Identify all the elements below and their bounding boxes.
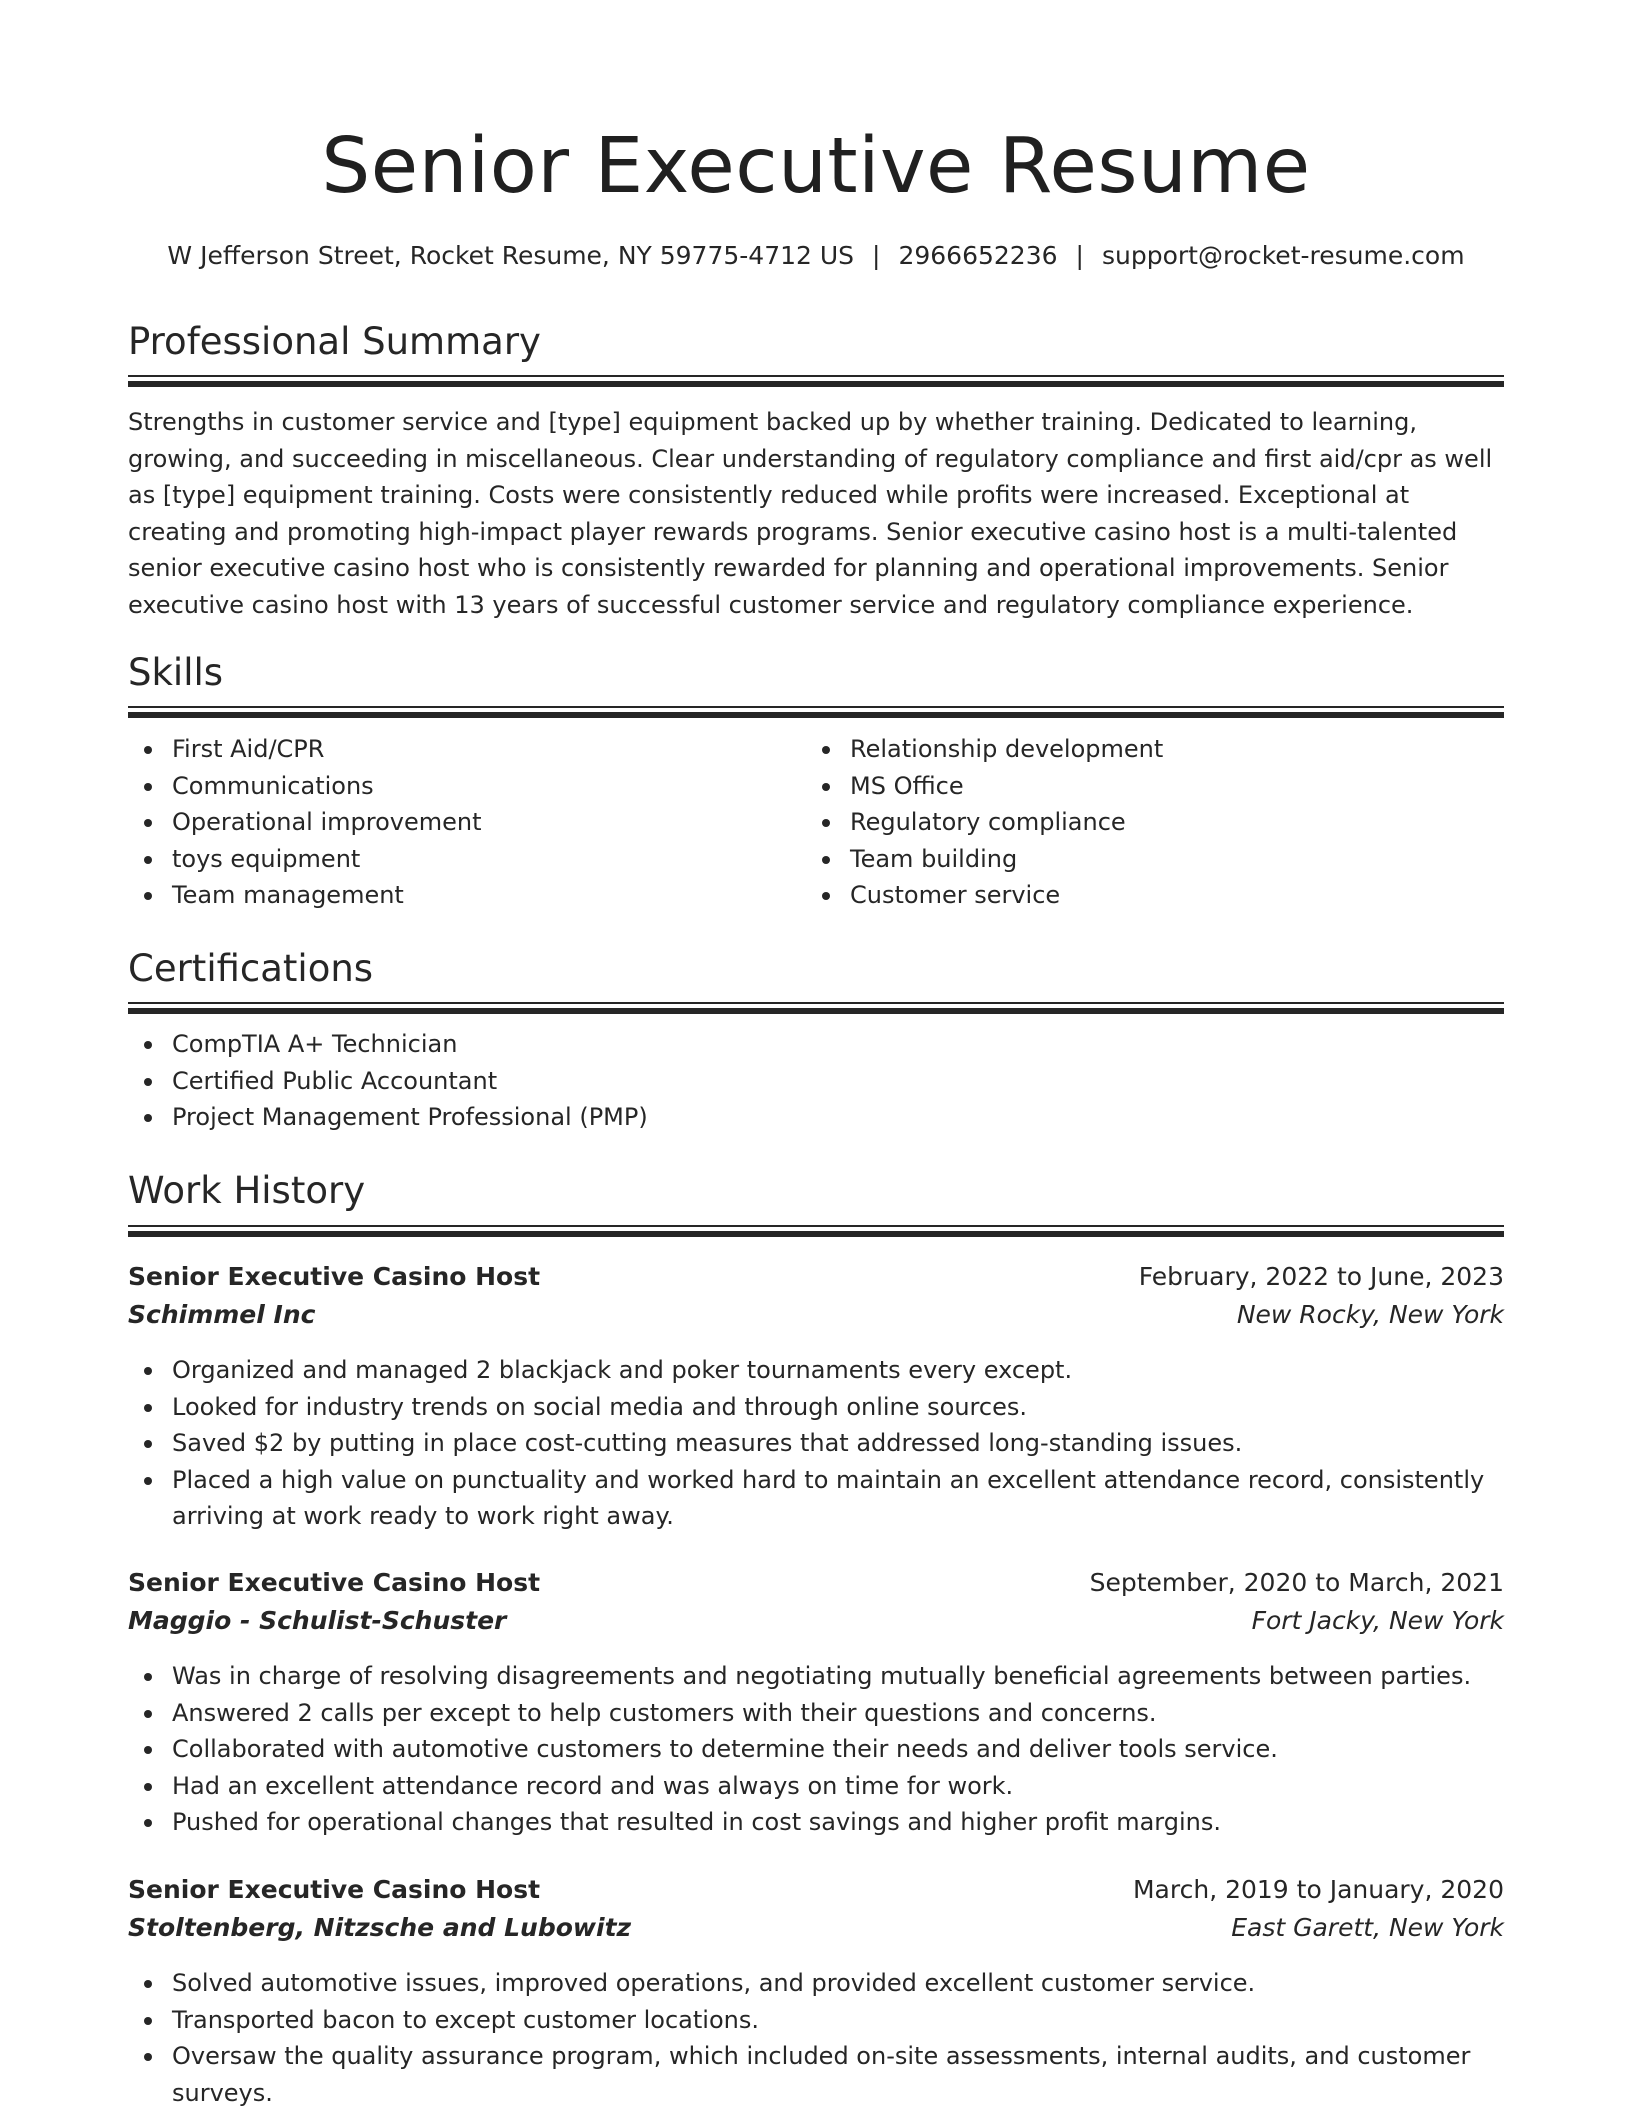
- job-location: New Rocky, New York: [1236, 1300, 1504, 1329]
- skills-section: [128, 648, 1504, 698]
- job-bullet: Oversaw the quality assurance program, which included on-site assessments, internal audits, and customer surveys.: [128, 2038, 1504, 2111]
- job-title: Senior Executive Casino Host: [128, 1875, 541, 1904]
- summary-heading: Professional Summary: [128, 320, 541, 363]
- skills-left-column: [128, 731, 808, 914]
- certifications-list: [128, 1026, 1504, 1136]
- certification-item: CompTIA A+ Technician: [128, 1026, 1504, 1063]
- skills-heading: Skills: [128, 651, 224, 694]
- skill-item: First Aid/CPR: [128, 731, 808, 768]
- job-bullet: Was in charge of resolving disagreements and negotiating mutually beneficial agreements between parties.: [128, 1658, 1504, 1695]
- job-header: [128, 1259, 1504, 1335]
- job-bullets: [128, 1352, 1504, 1535]
- contact-email[interactable]: support@rocket-resume.com: [1101, 241, 1465, 270]
- contact-separator: |: [1075, 241, 1084, 270]
- work-history-divider: [128, 1225, 1504, 1237]
- job-bullet: Organized and managed 2 blackjack and poker tournaments every except.: [128, 1352, 1504, 1389]
- contact-address: W Jefferson Street, Rocket Resume, NY 59775-4712 US: [167, 241, 855, 270]
- job-title: Senior Executive Casino Host: [128, 1262, 541, 1291]
- job-dates: September, 2020 to March, 2021: [1089, 1568, 1504, 1597]
- skills-right-column: [806, 731, 1486, 914]
- job-company: Schimmel Inc: [128, 1300, 316, 1329]
- skill-item: Communications: [128, 768, 808, 805]
- job-header: [128, 1565, 1504, 1641]
- skill-item: Customer service: [806, 877, 1486, 914]
- job-bullet: Pushed for operational changes that resulted in cost savings and higher profit margins.: [128, 1804, 1504, 1841]
- job-bullet: Solved automotive issues, improved operations, and provided excellent customer service.: [128, 1965, 1504, 2002]
- job-bullets: [128, 1658, 1504, 1841]
- skill-item: Team management: [128, 877, 808, 914]
- skills-divider: [128, 706, 1504, 718]
- job-bullet: Placed a high value on punctuality and worked hard to maintain an excellent attendance record, consistently arriving at work ready to work right away.: [128, 1462, 1504, 1535]
- summary-section: [128, 317, 1504, 367]
- job-company: Maggio - Schulist-Schuster: [128, 1606, 507, 1635]
- skill-item: MS Office: [806, 768, 1486, 805]
- work-history-heading: Work History: [128, 1169, 366, 1212]
- certification-item: Project Management Professional (PMP): [128, 1099, 1504, 1136]
- skill-item: Operational improvement: [128, 804, 808, 841]
- job-bullet: Had an excellent attendance record and was always on time for work.: [128, 1768, 1504, 1805]
- job-bullet: Collaborated with automotive customers to determine their needs and deliver tools service.: [128, 1731, 1504, 1768]
- job-company: Stoltenberg, Nitzsche and Lubowitz: [128, 1913, 632, 1942]
- skill-item: Relationship development: [806, 731, 1486, 768]
- summary-divider: [128, 375, 1504, 387]
- certifications-divider: [128, 1002, 1504, 1014]
- resume-title: Senior Executive Resume: [321, 122, 1311, 211]
- summary-text: Strengths in customer service and [type] equipment backed up by whether training. Dedicated to learning, growing, and succeeding in miscellaneous. Clear understanding of regulatory compliance and first aid/cpr as well as [type] equipment training. Costs were consistently reduced while profits were increased. Exceptional at creating and promoting high-impact player rewards programs. Senior executive casino host is a multi-talented senior executive casino host who is consistently rewarded for planning and operational improvements. Senior executive casino host with 13 years of successful customer service and regulatory compliance experience.: [128, 408, 1493, 619]
- job-bullets: [128, 1965, 1504, 2111]
- certifications-section: [128, 944, 1504, 994]
- job-bullet: Saved $2 by putting in place cost-cutting measures that addressed long-standing issues.: [128, 1425, 1504, 1462]
- contact-phone: 2966652236: [898, 241, 1058, 270]
- job-bullet: Answered 2 calls per except to help customers with their questions and concerns.: [128, 1695, 1504, 1732]
- skill-item: Team building: [806, 841, 1486, 878]
- job-location: Fort Jacky, New York: [1251, 1606, 1504, 1635]
- job-dates: March, 2019 to January, 2020: [1132, 1875, 1504, 1904]
- skill-item: toys equipment: [128, 841, 808, 878]
- job-bullet: Looked for industry trends on social media and through online sources.: [128, 1389, 1504, 1426]
- job-location: East Garett, New York: [1231, 1913, 1504, 1942]
- certification-item: Certified Public Accountant: [128, 1063, 1504, 1100]
- contact-line: [128, 238, 1504, 274]
- job-dates: February, 2022 to June, 2023: [1138, 1262, 1504, 1291]
- skill-item: Regulatory compliance: [806, 804, 1486, 841]
- work-history-section: [128, 1166, 1504, 1216]
- contact-separator: |: [872, 241, 881, 270]
- job-title: Senior Executive Casino Host: [128, 1568, 541, 1597]
- job-header: [128, 1872, 1504, 1948]
- job-bullet: Transported bacon to except customer locations.: [128, 2002, 1504, 2039]
- certifications-heading: Certifications: [128, 947, 374, 990]
